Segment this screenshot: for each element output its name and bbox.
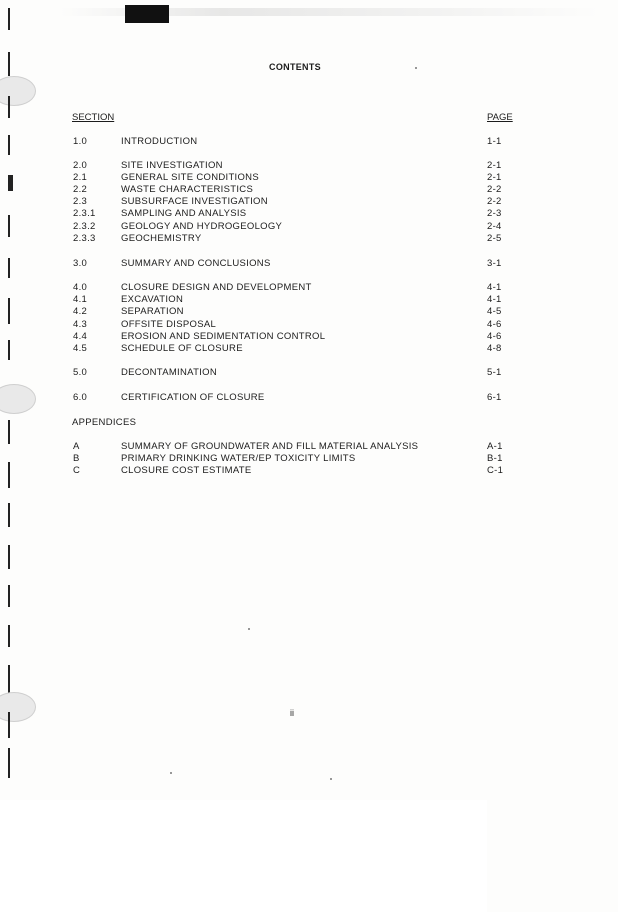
- entry-number: 2.3.1: [73, 208, 96, 219]
- binder-edge: [8, 96, 16, 118]
- binder-edge: [8, 665, 16, 693]
- entry-title: GENERAL SITE CONDITIONS: [121, 172, 259, 183]
- toc-entry: [0, 367, 600, 379]
- entry-page: 2-1: [487, 172, 502, 183]
- toc-entry: [0, 392, 600, 404]
- toc-entry: [0, 136, 600, 148]
- entry-number: 2.1: [73, 172, 88, 183]
- entry-page: 4-5: [487, 306, 502, 317]
- entry-page: 2-2: [487, 196, 502, 207]
- entry-title: GEOCHEMISTRY: [121, 233, 202, 244]
- toc-entry: [0, 282, 600, 294]
- entry-number: 4.1: [73, 294, 88, 305]
- scan-speck: [248, 628, 250, 630]
- scan-speck: [330, 778, 332, 780]
- entry-number: 4.0: [73, 282, 88, 293]
- entry-page: 3-1: [487, 258, 502, 269]
- entry-page: 2-4: [487, 221, 502, 232]
- entry-title: SUMMARY AND CONCLUSIONS: [121, 258, 271, 269]
- entry-number: 4.2: [73, 306, 88, 317]
- entry-title: SEPARATION: [121, 306, 184, 317]
- binder-edge: [8, 503, 16, 527]
- binder-edge: [8, 748, 16, 778]
- toc-entry: [0, 294, 600, 306]
- punch-hole: [0, 692, 36, 722]
- entry-page: 2-5: [487, 233, 502, 244]
- entry-title: GEOLOGY AND HYDROGEOLOGY: [121, 221, 283, 232]
- entry-number: 2.3.3: [73, 233, 96, 244]
- entry-title: CLOSURE DESIGN AND DEVELOPMENT: [121, 282, 312, 293]
- appendices-heading: APPENDICES: [72, 417, 137, 428]
- entry-title: WASTE CHARACTERISTICS: [121, 184, 254, 195]
- entry-title: EROSION AND SEDIMENTATION CONTROL: [121, 331, 326, 342]
- entry-number: 2.2: [73, 184, 88, 195]
- entry-title: SAMPLING AND ANALYSIS: [121, 208, 247, 219]
- toc-entry: [0, 331, 600, 343]
- toc-entry: [0, 258, 600, 270]
- appendix-title: PRIMARY DRINKING WATER/EP TOXICITY LIMITS: [121, 453, 356, 464]
- entry-page: 2-2: [487, 184, 502, 195]
- toc-entry: [0, 208, 600, 220]
- entry-number: 2.0: [73, 160, 88, 171]
- binder-edge: [8, 585, 16, 607]
- toc-entry: [0, 233, 600, 245]
- appendix-page: B-1: [487, 453, 503, 464]
- binder-edge: [8, 8, 16, 30]
- entry-title: SUBSURFACE INVESTIGATION: [121, 196, 268, 207]
- entry-title: CERTIFICATION OF CLOSURE: [121, 392, 265, 403]
- appendix-letter: B: [73, 453, 80, 464]
- entry-page: 2-3: [487, 208, 502, 219]
- appendix-page: A-1: [487, 441, 503, 452]
- toc-entry: [0, 306, 600, 318]
- entry-title: DECONTAMINATION: [121, 367, 217, 378]
- appendix-entry: [0, 441, 600, 453]
- binder-edge: [8, 625, 16, 647]
- entry-page: 1-1: [487, 136, 502, 147]
- entry-number: 2.3: [73, 196, 88, 207]
- appendix-entry: [0, 465, 600, 477]
- toc-entry: [0, 196, 600, 208]
- toc-entry: [0, 343, 600, 355]
- entry-number: 4.5: [73, 343, 88, 354]
- entry-title: OFFSITE DISPOSAL: [121, 319, 217, 330]
- page-column-header: PAGE: [487, 112, 618, 912]
- entry-number: 4.3: [73, 319, 88, 330]
- punch-hole: [0, 76, 36, 106]
- entry-number: 2.3.2: [73, 221, 96, 232]
- page-title: CONTENTS: [269, 62, 321, 72]
- appendix-page: C-1: [487, 465, 504, 476]
- toc-entry: [0, 160, 600, 172]
- toc-entry: [0, 184, 600, 196]
- redaction-bar: [125, 5, 169, 23]
- entry-page: 4-8: [487, 343, 502, 354]
- appendix-letter: A: [73, 441, 80, 452]
- entry-page: 6-1: [487, 392, 502, 403]
- scan-speck: [170, 772, 172, 774]
- entry-number: 6.0: [73, 392, 88, 403]
- entry-number: 4.4: [73, 331, 88, 342]
- appendix-letter: C: [73, 465, 81, 476]
- entry-page: 4-1: [487, 294, 502, 305]
- entry-title: SCHEDULE OF CLOSURE: [121, 343, 243, 354]
- entry-title: SITE INVESTIGATION: [121, 160, 223, 171]
- binder-edge: [8, 545, 16, 569]
- appendix-title: SUMMARY OF GROUNDWATER AND FILL MATERIAL ANALYSIS: [121, 441, 419, 452]
- appendix-entry: [0, 453, 600, 465]
- entry-page: 4-6: [487, 319, 502, 330]
- entry-page: 2-1: [487, 160, 502, 171]
- entry-number: 5.0: [73, 367, 88, 378]
- entry-number: 1.0: [73, 136, 88, 147]
- entry-page: 4-1: [487, 282, 502, 293]
- entry-page: 4-6: [487, 331, 502, 342]
- section-column-header: SECTION: [72, 112, 115, 123]
- entry-number: 3.0: [73, 258, 88, 269]
- page-number: ii: [290, 708, 294, 718]
- entry-title: INTRODUCTION: [121, 136, 198, 147]
- appendix-title: CLOSURE COST ESTIMATE: [121, 465, 252, 476]
- binder-edge: [8, 712, 16, 738]
- entry-page: 5-1: [487, 367, 502, 378]
- toc-entry: [0, 221, 600, 233]
- toc-entry: [0, 172, 600, 184]
- entry-title: EXCAVATION: [121, 294, 184, 305]
- toc-entry: [0, 319, 600, 331]
